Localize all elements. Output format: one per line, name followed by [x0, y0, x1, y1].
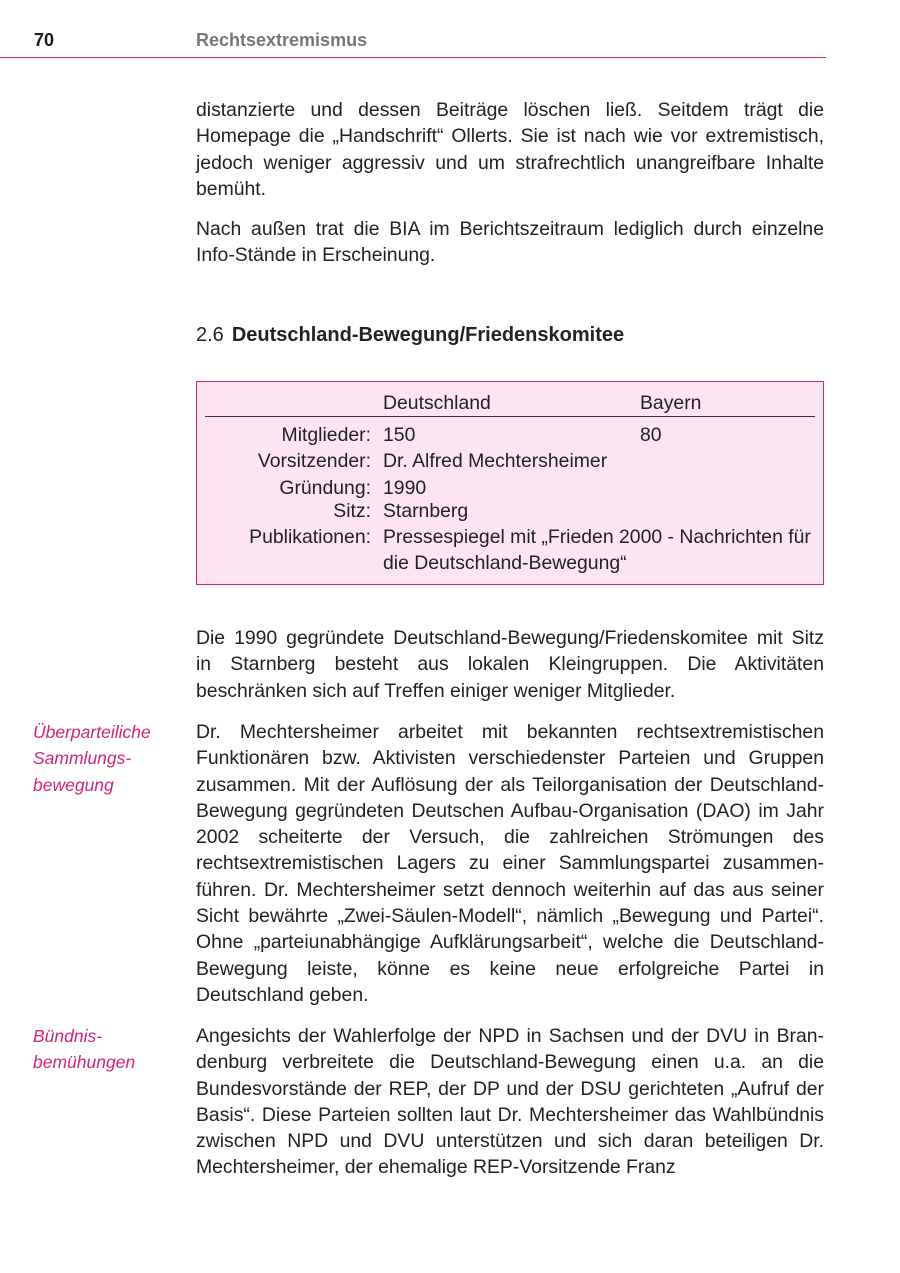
row-value-deutschland: Dr. Alfred Mechtersheimer: [383, 450, 608, 472]
sidenote-buendnisbemuehungen: [33, 1023, 183, 1076]
row-label: Vorsitzender:: [257, 450, 371, 472]
row-value-deutschland: Pressespiegel mit „Frieden 2000 - Nachrichten für die Deutschland-Bewegung“: [383, 526, 811, 574]
column-header-bayern: Bayern: [640, 392, 702, 414]
section-title: Deutschland-Bewegung/Friedenskomitee: [231, 324, 625, 346]
row-value-deutschland: 1990: [383, 477, 427, 499]
row-value-deutschland: 150: [383, 424, 416, 446]
page-number: 70: [34, 30, 55, 50]
row-label: Gründung:: [279, 477, 371, 499]
row-value-deutschland: Starnberg: [383, 500, 469, 522]
column-header-deutschland: Deutschland: [383, 392, 491, 414]
section-heading: [196, 322, 624, 348]
sidenote-text: Überparteiliche Sammlungs- bewegung: [33, 722, 151, 795]
row-label: Sitz:: [333, 500, 371, 522]
paragraph-mechtersheimer: Dr. Mechtersheimer arbeitet mit bekannten rechtsextremistischen Funktionären bzw. Aktivisten verschiedenster Parteien und Gruppen zusammen. Mit der Auflösung der als Teilorganisation der Deutschland-Bewegung gegründeten Deutschen Aufbau-Organisation (DAO) im Jahr 2002 scheiterte der Versuch, die zahlreichen Strömungen des rechtsextremistischen Lagers zu einer Sammlungspartei zusammenführen. Dr. Mechtersheimer setzt dennoch weiterhin auf das aus seiner Sicht bewährte „Zwei-Säulen-Modell“, nämlich „Bewegung und Partei“. Ohne „parteiunabhängige Aufklärungsarbeit“, welche die Deutschland-Bewegung leiste, könne es keine neue erfolgreiche Partei in Deutschland geben.: [196, 721, 824, 1006]
section-number: 2.6: [196, 324, 224, 346]
sidenote-text: Bündnis- bemühungen: [33, 1026, 136, 1073]
row-label: Publikationen:: [249, 526, 371, 548]
paragraph-wahlerfolge: Angesichts der Wahlerfolge der NPD in Sachsen und der DVU in Brandenburg verbreitete die Deutschland-Bewegung einen u.a. an die Bundesvorstände der REP, der DP und der DSU gerichteten „Aufruf der Basis“. Diese Parteien sollten laut Dr. Mechtersheimer das Wahlbündnis zwischen NPD und DVU unterstützen und sich daran beteiligen Dr. Mechtersheimer, der ehemalige REP-Vorsitzende Franz: [196, 1025, 824, 1179]
paragraph-bia-info: Nach außen trat die BIA im Berichtszeitraum lediglich durch einzelne Info-Stände in Erscheinung.: [196, 218, 824, 267]
running-title: Rechtsextremismus: [196, 30, 368, 50]
header-divider: [205, 416, 815, 417]
paragraph-continuation: distanzierte und dessen Beiträge löschen ließ. Seitdem trägt die Homepage die „Handschrift“ Ollerts. Sie ist nach wie vor extremistisch, jedoch weniger aggressiv und um strafrechtlich unangreifbare Inhalte bemüht.: [196, 99, 824, 200]
info-box: [196, 381, 824, 585]
sidenote-sammlungsbewegung: [33, 719, 183, 798]
row-value-bayern: 80: [640, 424, 662, 446]
row-label: Mitglieder:: [281, 424, 371, 446]
page-header: [0, 28, 826, 58]
paragraph-gruendung: Die 1990 gegründete Deutschland-Bewegung/Friedenskomitee mit Sitz in Starnberg besteht aus lokalen Kleingruppen. Die Aktivitäten beschränken sich auf Treffen einiger weniger Mitglieder.: [196, 627, 824, 702]
